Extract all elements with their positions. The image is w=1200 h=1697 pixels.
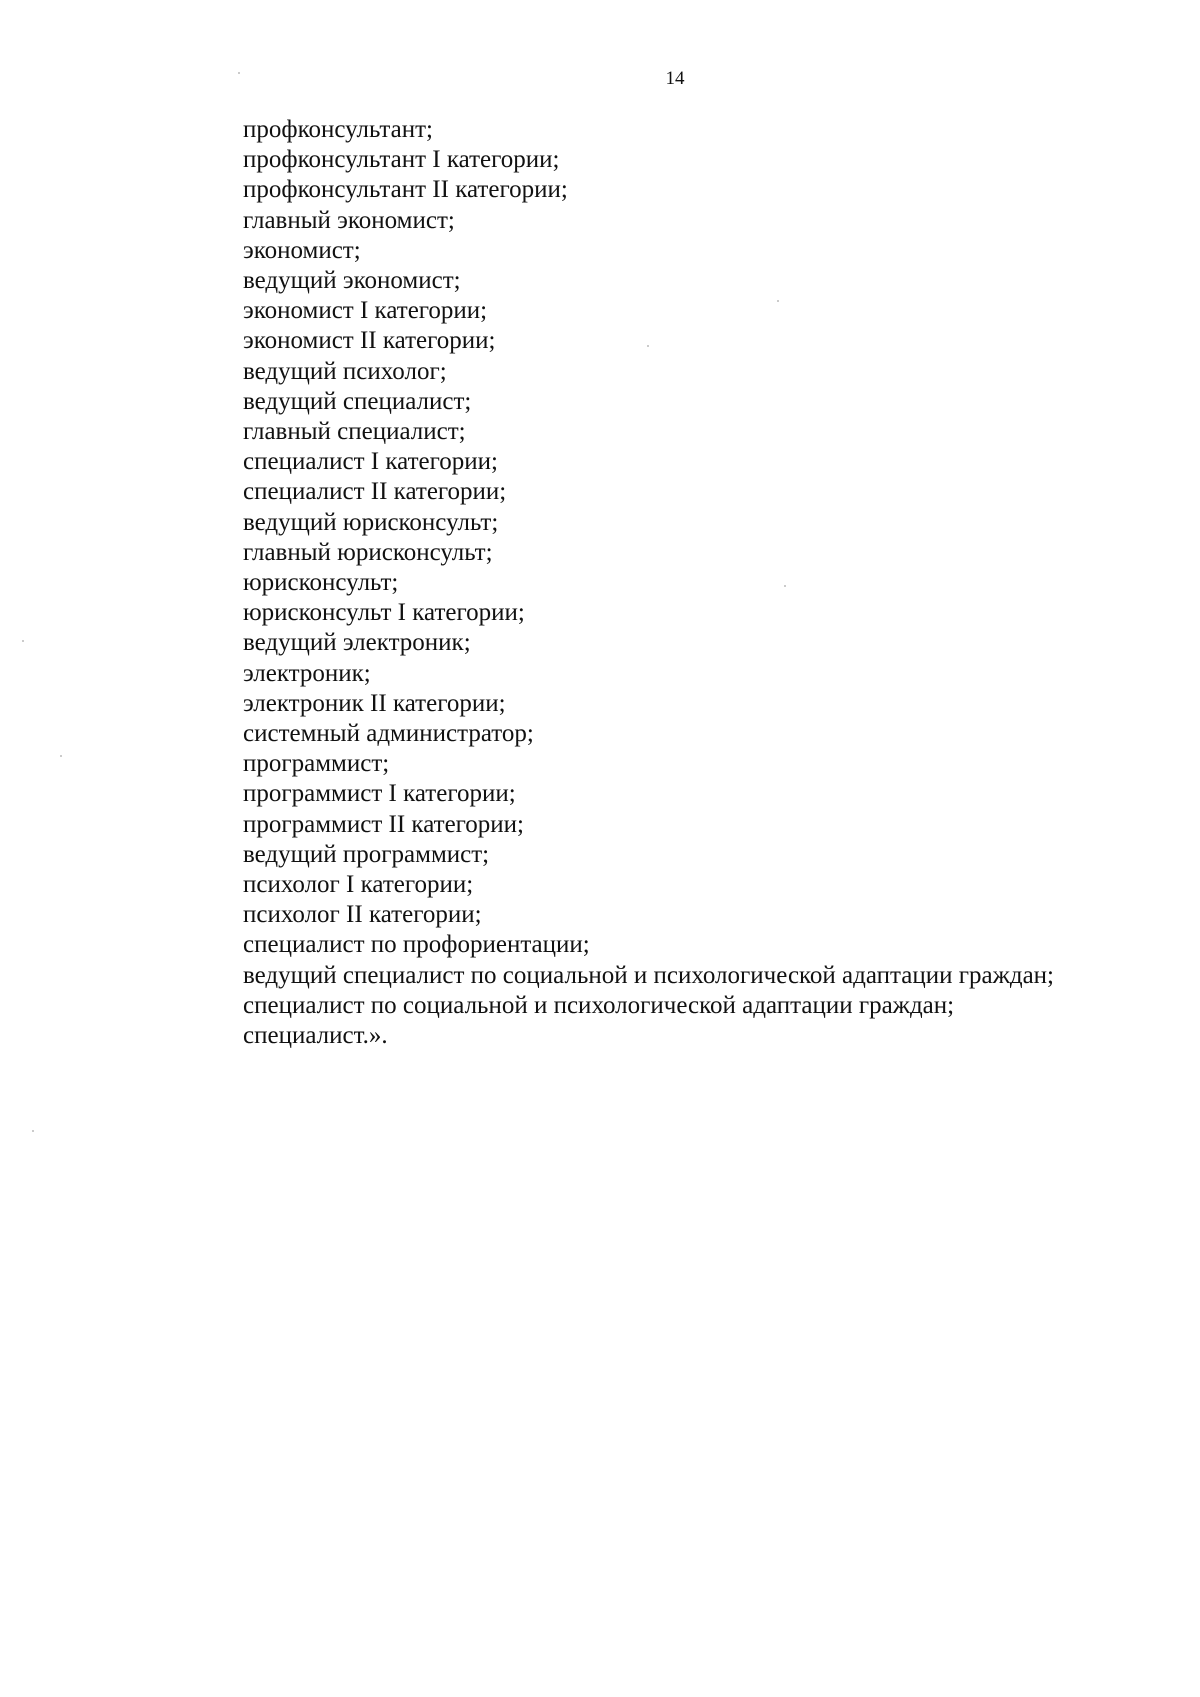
list-item: профконсультант II категории; [243, 176, 568, 204]
list-item: экономист I категории; [243, 297, 488, 325]
list-item: ведущий программист; [243, 840, 490, 868]
list-item: специалист II категории; [243, 478, 507, 506]
list-item: ведущий электроник; [243, 629, 471, 657]
list-item: специалист по профориентации; [243, 931, 590, 959]
list-item: главный экономист; [243, 206, 455, 234]
list-item: ведущий специалист; [243, 387, 472, 415]
list-item: главный специалист; [243, 418, 466, 446]
scan-speck [32, 1130, 34, 1132]
list-item-wrapped: ведущий специалист по социальной и психологической адаптации граждан; [243, 961, 1054, 989]
list-item: ведущий юрисконсульт; [243, 508, 499, 536]
list-item: программист; [243, 750, 390, 778]
scan-speck [238, 72, 240, 74]
list-item: специалист по социальной и психологической адаптации граждан; [243, 991, 955, 1019]
list-item: системный администратор; [243, 720, 534, 748]
scan-speck [777, 300, 779, 302]
list-item: программист I категории; [243, 780, 516, 808]
list-item: экономист; [243, 236, 361, 264]
list-item: ведущий экономист; [243, 267, 461, 295]
scan-speck [22, 640, 24, 642]
list-item: главный юрисконсульт; [243, 538, 493, 566]
list-item: электроник II категории; [243, 689, 506, 717]
document-body [190, 115, 1170, 1051]
list-item: электроник; [243, 659, 371, 687]
list-item: программист II категории; [243, 810, 524, 838]
scan-speck [60, 755, 62, 757]
scan-speck [647, 345, 649, 347]
list-item: профконсультант; [243, 116, 434, 143]
list-item: психолог II категории; [243, 901, 482, 929]
list-item: специалист I категории; [243, 448, 498, 476]
list-item: экономист II категории; [243, 327, 496, 355]
page-number: 14 [665, 68, 685, 89]
list-item: юрисконсульт I категории; [243, 599, 525, 627]
scan-speck [784, 585, 786, 587]
list-item: ведущий психолог; [243, 357, 447, 385]
list-item: психолог I категории; [243, 871, 474, 899]
list-item: профконсультант I категории; [243, 146, 560, 174]
list-item: юрисконсульт; [243, 569, 399, 597]
list-item-last: специалист.». [243, 1022, 388, 1050]
